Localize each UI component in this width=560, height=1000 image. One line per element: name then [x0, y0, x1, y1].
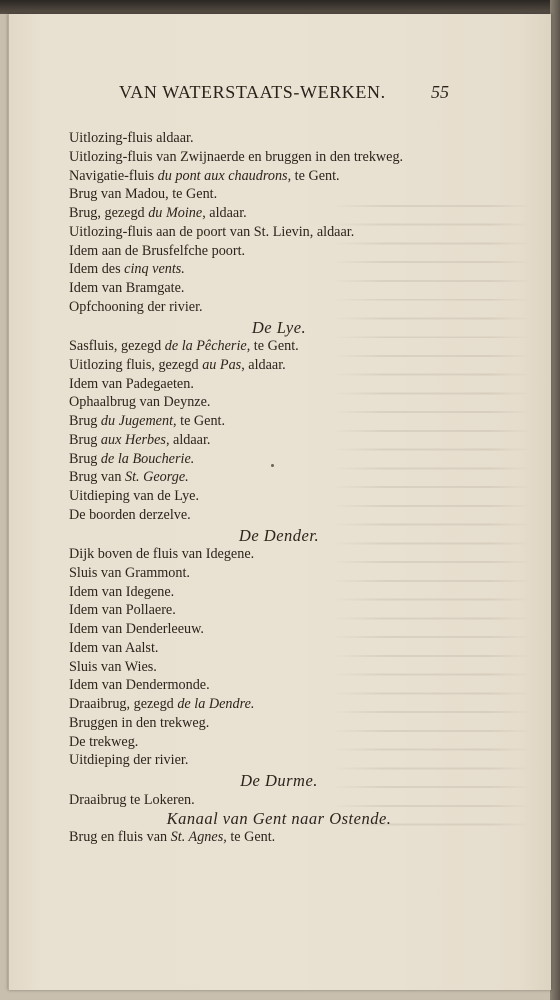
text-line: Brug aux Herbes, aldaar. [69, 431, 211, 448]
text-line: Draaibrug, gezegd de la Dendre. [69, 696, 255, 712]
text-line: Idem van Idegene. [69, 583, 175, 600]
text-line: Brug van Madou, te Gent. [69, 186, 218, 203]
section-heading-durme: De Durme. [240, 771, 318, 790]
text-line: Sasfluis, gezegd de la Pêcherie, te Gent. [69, 338, 299, 354]
text-line: De boorden derzelve. [69, 506, 191, 523]
text-line: Idem aan de Brusfelfche poort. [69, 242, 246, 259]
text-line: Ophaalbrug van Deynze. [69, 394, 211, 411]
text-line: Navigatie-fluis du pont aux chaudrons, te Gent. [69, 167, 340, 184]
text-line: Uitdieping der rivier. [69, 752, 189, 769]
section-heading-dender: De Dender. [238, 525, 320, 545]
text-line: Uitdieping van de Lye. [69, 488, 200, 504]
section-heading-lye: De Lye. [251, 317, 307, 337]
scan-right-edge [550, 0, 560, 1000]
text-line: Idem des cinq vents. [69, 261, 185, 278]
text-line: Brug en fluis van St. Agnes, te Gent. [69, 829, 276, 845]
text-line: Uitlozing-fluis aan de poort van St. Lievin, aldaar. [69, 223, 355, 240]
text-line: Bruggen in den trekweg. [69, 714, 210, 731]
text-line: Brug de la Boucherie. [69, 450, 195, 467]
text-line: Uitlozing-fluis aldaar. [69, 130, 194, 146]
text-line: Idem van Padegaeten. [69, 375, 194, 392]
text-line: Sluis van Wies. [69, 658, 157, 675]
text-line: Uitlozing fluis, gezegd au Pas, aldaar. [69, 356, 286, 373]
section-heading-kanaal: Kanaal van Gent naar Ostende. [166, 809, 392, 829]
text-line: Idem van Pollaere. [69, 602, 176, 619]
text-line: Dijk boven de fluis van Idegene. [69, 546, 255, 562]
running-head: VAN WATERSTAATS-WERKEN. [119, 82, 386, 102]
text-line: Idem van Bramgate. [69, 280, 185, 296]
page-number: 55 [431, 82, 449, 102]
text-line: Draaibrug te Lokeren. [69, 791, 195, 808]
text-line: Sluis van Grammont. [69, 564, 190, 581]
text-line: Uitlozing-fluis van Zwijnaerde en bruggen in den trekweg. [69, 148, 404, 165]
scan-top-edge [0, 0, 560, 14]
text-block [69, 129, 449, 847]
text-line: De trekweg. [69, 733, 139, 750]
text-line: Brug, gezegd du Moine, aldaar. [69, 205, 247, 221]
text-line: Idem van Dendermonde. [69, 677, 210, 694]
text-line: Opfchooning der rivier. [69, 298, 203, 315]
text-line: Idem van Denderleeuw. [69, 621, 204, 637]
text-line: Idem van Aalst. [69, 639, 159, 656]
text-line: Brug van St. George. [69, 469, 189, 486]
text-line: Brug du Jugement, te Gent. [69, 413, 226, 429]
book-page [8, 14, 551, 990]
